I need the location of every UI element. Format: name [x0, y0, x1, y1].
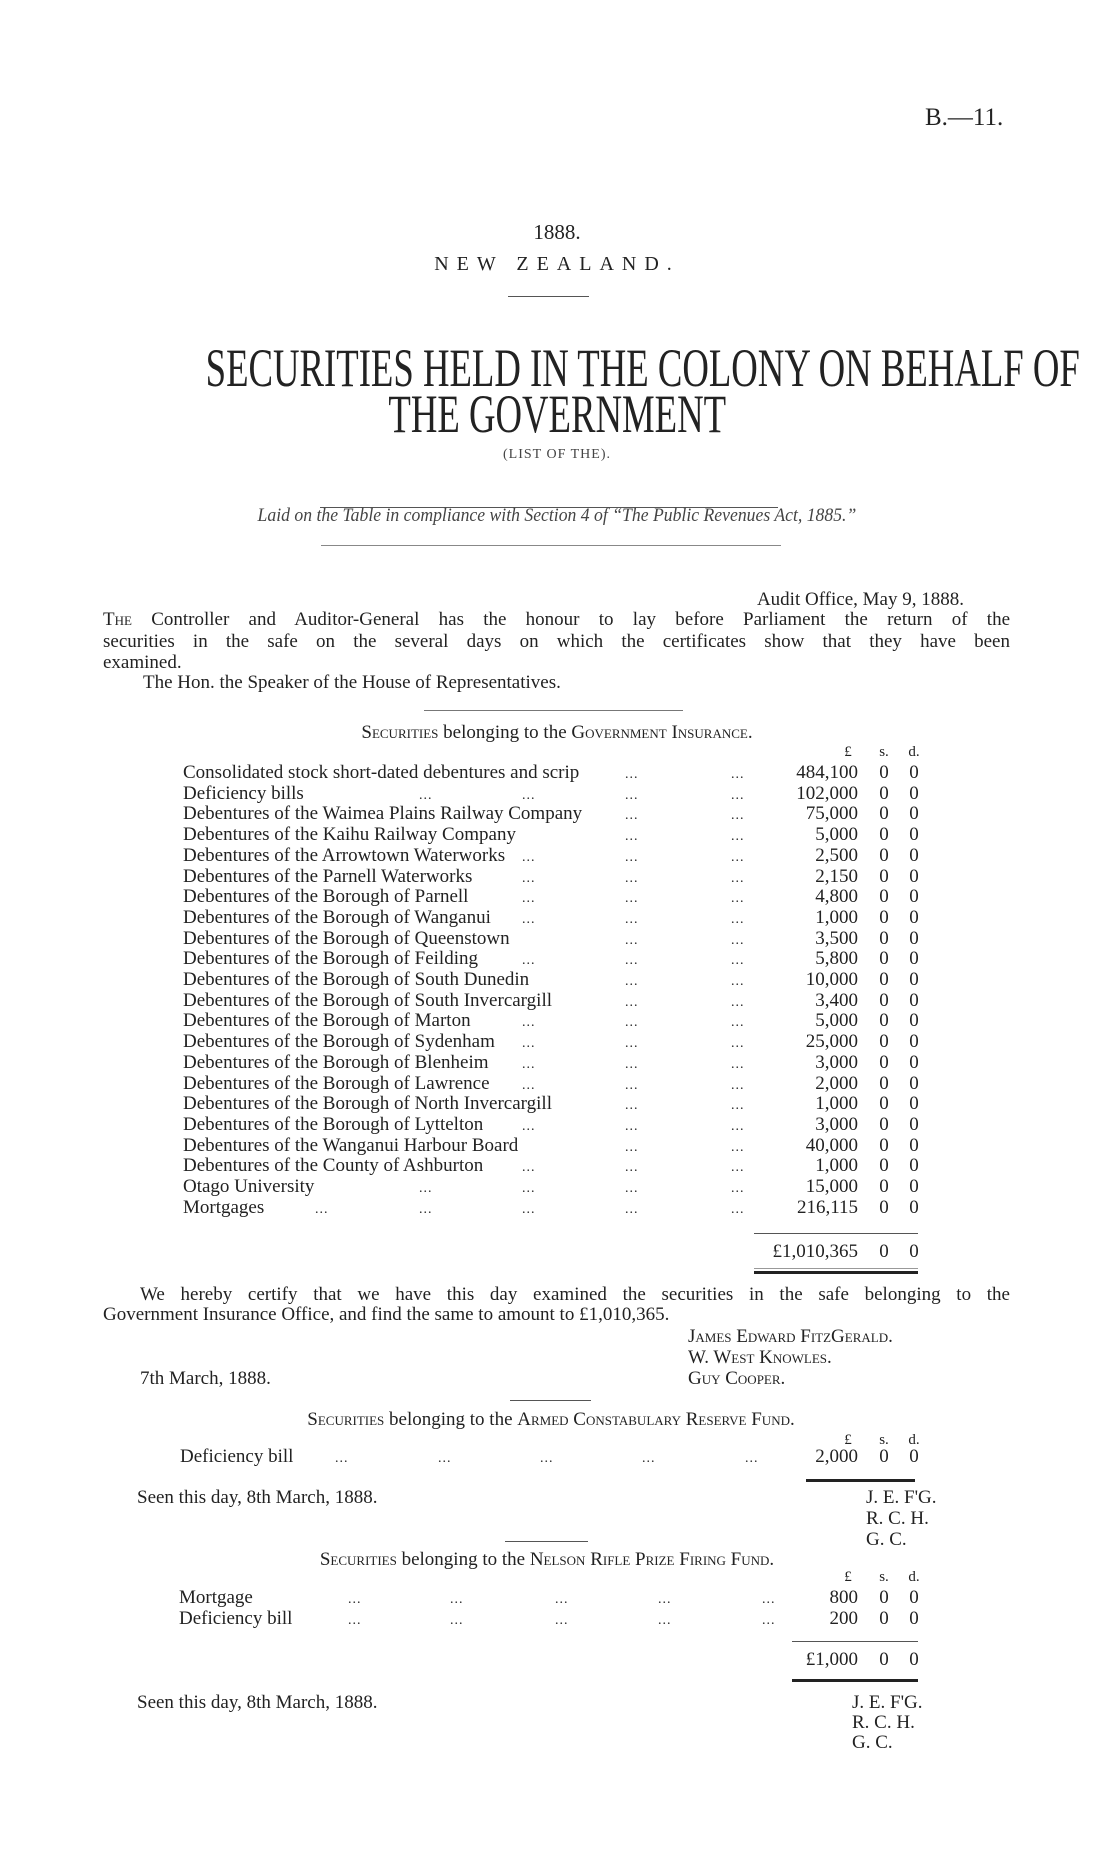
leader-dots: ... [522, 911, 536, 927]
row-label: Debentures of the Borough of Blenheim [183, 1051, 489, 1073]
row-shillings: 0 [879, 1051, 889, 1073]
certification-date: 7th March, 1888. [140, 1368, 271, 1389]
row-label: Debentures of the Borough of South Dunedin [183, 969, 530, 990]
leader-dots: ... [731, 1181, 745, 1196]
row-pounds: 4,800 [815, 886, 858, 908]
row-shillings: 0 [879, 1031, 889, 1053]
leader-dots: ... [731, 1118, 745, 1134]
leader-dots: ... [731, 1201, 745, 1217]
row-label: Debentures of the Borough of Wanganui [183, 906, 491, 928]
pounds-column-header: £ [844, 1569, 852, 1585]
total-pence: 0 [909, 1649, 919, 1670]
double-rule [754, 1268, 918, 1269]
row-label: Debentures of the Wanganui Harbour Board [183, 1134, 519, 1156]
row-label: Debentures of the Borough of Marton [183, 1010, 471, 1032]
row-shillings: 0 [879, 1608, 889, 1629]
leader-dots: ... [625, 787, 639, 803]
total-rule [792, 1641, 918, 1642]
subtitle: (LIST OF THE). [503, 447, 611, 462]
signatory: Guy Cooper. [688, 1368, 786, 1389]
leader-dots: ... [625, 829, 639, 845]
row-shillings: 0 [879, 1134, 889, 1156]
row-shillings: 0 [879, 782, 889, 804]
table-row [0, 1135, 1114, 1157]
leader-dots: ... [625, 911, 639, 927]
leader-dots: ... [522, 1160, 536, 1176]
row-pounds: 40,000 [805, 1134, 858, 1156]
table-row [0, 1114, 1114, 1136]
leader-dots: ... [522, 1118, 536, 1134]
double-rule [792, 1679, 918, 1682]
leader-dots: ... [625, 1098, 639, 1114]
row-shillings: 0 [879, 886, 889, 908]
shillings-column-header: s. [879, 1569, 889, 1585]
initials: R. C. H. [866, 1508, 929, 1529]
row-pounds: 800 [829, 1587, 858, 1608]
seen-note: Seen this day, 8th March, 1888. [137, 1487, 378, 1508]
row-pounds: 2,150 [815, 865, 858, 887]
country: NEW ZEALAND. [434, 253, 680, 275]
row-pounds: 5,000 [815, 1010, 858, 1032]
leader-dots: ... [419, 1201, 433, 1217]
total-pounds: £1,010,365 [772, 1241, 858, 1262]
row-shillings: 0 [879, 927, 889, 949]
row-pounds: 15,000 [805, 1176, 858, 1197]
table-row [0, 1176, 1114, 1198]
row-pounds: 2,000 [815, 1446, 858, 1467]
row-label: Debentures of the Kaihu Railway Company [183, 824, 516, 846]
row-pounds: 75,000 [805, 803, 858, 825]
leader-dots: ... [625, 1036, 639, 1052]
heading-part: Nelson Rifle Prize Firing Fund. [529, 1549, 775, 1570]
leader-dots: ... [522, 870, 536, 886]
leader-dots: ... [522, 1077, 536, 1093]
leader-dots: ... [625, 1056, 639, 1072]
table-row [0, 1155, 1114, 1177]
leader-dots: ... [762, 1592, 776, 1607]
leader-dots: ... [625, 953, 639, 969]
heading-part: belonging to the [396, 1549, 530, 1570]
table-row [0, 1197, 1114, 1219]
leader-dots: ... [731, 1056, 745, 1072]
row-shillings: 0 [879, 824, 889, 846]
row-shillings: 0 [879, 948, 889, 970]
leader-dots: ... [731, 787, 745, 803]
row-pence: 0 [909, 762, 919, 783]
initials: J. E. F'G. [852, 1692, 923, 1713]
leader-dots: ... [540, 1451, 554, 1466]
row-label: Debentures of the Borough of Queenstown [183, 927, 510, 949]
row-pounds: 5,800 [815, 948, 858, 970]
leader-dots: ... [731, 1139, 745, 1155]
leader-dots: ... [555, 1613, 569, 1628]
leader-dots: ... [731, 932, 745, 948]
pence-column-header: d. [908, 1569, 920, 1585]
table-row [0, 762, 1114, 784]
divider [505, 1541, 588, 1542]
total-pence: 0 [909, 1241, 919, 1262]
document-reference: B.—11. [925, 104, 1004, 131]
laid-text: Laid on the Table in compliance with Section 4 of “The Public Revenues Act, 1885.” [257, 505, 857, 526]
row-label: Debentures of the Arrowtown Waterworks [183, 844, 506, 866]
table-row [0, 1608, 1114, 1630]
row-label: Debentures of the Borough of Lyttelton [183, 1113, 484, 1135]
row-pence: 0 [909, 1608, 919, 1629]
text: Controller and Auditor-General has the honour to lay before Parliament the return of the [151, 609, 1011, 630]
row-shillings: 0 [879, 844, 889, 866]
row-label: Otago University [183, 1176, 315, 1197]
leader-dots: ... [731, 953, 745, 969]
row-shillings: 0 [879, 1113, 889, 1135]
row-pounds: 3,000 [815, 1051, 858, 1073]
row-shillings: 0 [879, 803, 889, 825]
leader-dots: ... [522, 953, 536, 969]
row-pounds: 3,500 [815, 927, 858, 949]
table-row [0, 969, 1114, 991]
row-pence: 0 [909, 1113, 919, 1135]
leader-dots: ... [625, 994, 639, 1010]
leader-dots: ... [731, 767, 745, 782]
leader-dots: ... [419, 787, 433, 803]
heading-part: Government Insurance. [571, 722, 753, 743]
pounds-column-header: £ [844, 744, 852, 761]
leader-dots: ... [625, 1015, 639, 1031]
row-pence: 0 [909, 1072, 919, 1094]
leader-dots: ... [625, 1077, 639, 1093]
paragraph-line: securities in the safe on the several days on which the certificates show that they have been [103, 631, 1010, 652]
row-pence: 0 [909, 1134, 919, 1156]
heading-part: belonging to the [384, 1409, 518, 1430]
row-pounds: 216,115 [796, 1196, 858, 1218]
total-shillings: 0 [879, 1649, 889, 1670]
leader-dots: ... [731, 1036, 745, 1052]
row-label: Consolidated stock short-dated debentures and scrip [183, 762, 580, 783]
row-pence: 0 [909, 1051, 919, 1073]
heading-part: Securities [361, 722, 439, 743]
row-pounds: 1,000 [815, 906, 858, 928]
row-pence: 0 [909, 1093, 919, 1115]
row-pounds: 5,000 [815, 824, 858, 846]
title-text: SECURITIES HELD IN THE COLONY ON BEHALF OF [205, 338, 1080, 398]
row-pence: 0 [909, 865, 919, 887]
paragraph-line: examined. [103, 652, 182, 673]
row-label: Deficiency bills [183, 782, 304, 804]
certification-line: Government Insurance Office, and find the same to amount to £1,010,365. [103, 1304, 670, 1325]
row-label: Deficiency bill [180, 1446, 294, 1467]
leader-dots: ... [438, 1451, 452, 1466]
row-pence: 0 [909, 906, 919, 928]
table-row [0, 783, 1114, 805]
table-row [0, 1031, 1114, 1053]
row-shillings: 0 [879, 1176, 889, 1197]
leader-dots: ... [658, 1613, 672, 1628]
leader-dots: ... [625, 1201, 639, 1217]
addressee: The Hon. the Speaker of the House of Representatives. [143, 672, 561, 693]
row-pence: 0 [909, 989, 919, 1011]
section-heading-government-insurance [0, 722, 1114, 744]
row-label: Debentures of the Parnell Waterworks [183, 865, 473, 887]
row-shillings: 0 [879, 1155, 889, 1177]
seen-note: Seen this day, 8th March, 1888. [137, 1692, 378, 1713]
table-row [0, 907, 1114, 929]
pence-column-header: d. [908, 744, 920, 761]
row-shillings: 0 [879, 1587, 889, 1608]
row-pounds: 2,500 [815, 844, 858, 866]
leader-dots: ... [731, 870, 745, 886]
row-label: Debentures of the Borough of North Invercargill [183, 1093, 552, 1115]
heading-part: belonging to the [438, 722, 572, 743]
row-pence: 0 [909, 927, 919, 949]
leader-dots: ... [731, 891, 745, 907]
year: 1888. [533, 220, 581, 244]
leader-dots: ... [450, 1592, 464, 1607]
leader-dots: ... [522, 787, 536, 803]
row-pence: 0 [909, 1155, 919, 1177]
table-row [0, 1073, 1114, 1095]
section-heading-nelson-rifle [0, 1549, 1104, 1571]
row-pence: 0 [909, 969, 919, 990]
double-rule [754, 1271, 918, 1274]
laid-on-table-note [0, 505, 1114, 527]
leader-dots: ... [731, 994, 745, 1010]
leader-dots: ... [522, 849, 536, 865]
leader-dots: ... [731, 1160, 745, 1176]
leader-dots: ... [625, 974, 639, 989]
row-shillings: 0 [879, 906, 889, 928]
table-row [0, 1446, 1114, 1468]
leader-dots: ... [348, 1613, 362, 1628]
row-label: Debentures of the Borough of South Invercargill [183, 989, 553, 1011]
leader-dots: ... [731, 1015, 745, 1031]
row-pence: 0 [909, 886, 919, 908]
table-row [0, 928, 1114, 950]
leader-dots: ... [731, 849, 745, 865]
total-rule [754, 1233, 918, 1234]
leader-dots: ... [731, 974, 745, 989]
section-heading-armed-constabulary [0, 1409, 1108, 1431]
row-pounds: 2,000 [815, 1072, 858, 1094]
signatory: W. West Knowles. [688, 1347, 832, 1368]
row-shillings: 0 [879, 865, 889, 887]
row-pence: 0 [909, 844, 919, 866]
row-pounds: 1,000 [815, 1093, 858, 1115]
row-shillings: 0 [879, 1446, 889, 1467]
table-row [0, 803, 1114, 825]
leader-dots: ... [625, 891, 639, 907]
table-row [0, 824, 1114, 846]
row-label: Deficiency bill [179, 1608, 293, 1629]
table-row [0, 1093, 1114, 1115]
row-pounds: 10,000 [805, 969, 858, 990]
table-row [0, 886, 1114, 908]
leader-dots: ... [625, 1181, 639, 1196]
heading-part: Securities [319, 1549, 397, 1570]
title-line-2 [0, 386, 1114, 442]
row-label: Debentures of the Borough of Parnell [183, 886, 469, 908]
row-label: Debentures of the Borough of Lawrence [183, 1072, 490, 1094]
row-pence: 0 [909, 1010, 919, 1032]
initials: G. C. [852, 1732, 893, 1753]
leader-dots: ... [625, 932, 639, 948]
leader-dots: ... [731, 1077, 745, 1093]
row-pounds: 25,000 [805, 1031, 858, 1053]
leader-dots: ... [745, 1451, 759, 1466]
row-shillings: 0 [879, 989, 889, 1011]
leader-dots: ... [731, 911, 745, 927]
leader-dots: ... [625, 1118, 639, 1134]
certification-line: We hereby certify that we have this day examined the securities in the safe belonging to the [140, 1284, 1010, 1305]
table-row [0, 1587, 1114, 1609]
divider [424, 710, 683, 711]
row-shillings: 0 [879, 762, 889, 783]
leader-dots: ... [450, 1613, 464, 1628]
row-label: Mortgages [183, 1196, 265, 1218]
table-row [0, 990, 1114, 1012]
leader-dots: ... [522, 1201, 536, 1217]
leader-dots: ... [625, 1160, 639, 1176]
leader-dots: ... [522, 1056, 536, 1072]
signatory: James Edward FitzGerald. [688, 1326, 893, 1347]
leader-dots: ... [625, 870, 639, 886]
row-pence: 0 [909, 1446, 919, 1467]
row-pounds: 1,000 [815, 1155, 858, 1177]
row-shillings: 0 [879, 1093, 889, 1115]
leader-dots: ... [335, 1451, 349, 1466]
row-shillings: 0 [879, 1072, 889, 1094]
shillings-column-header: s. [879, 744, 889, 761]
leader-dots: ... [625, 849, 639, 865]
row-shillings: 0 [879, 1196, 889, 1218]
pounds-column-header: £ [844, 1432, 852, 1448]
row-pence: 0 [909, 1196, 919, 1218]
row-label: Mortgage [179, 1587, 253, 1608]
row-pence: 0 [909, 803, 919, 825]
row-pounds: 102,000 [796, 782, 858, 804]
place-date: Audit Office, May 9, 1888. [756, 589, 964, 610]
leader-dots: ... [625, 1139, 639, 1155]
row-pounds: 3,000 [815, 1113, 858, 1135]
initials: R. C. H. [852, 1712, 915, 1733]
heading-part: Securities [307, 1409, 385, 1430]
row-pence: 0 [909, 782, 919, 804]
row-pounds: 200 [829, 1608, 858, 1629]
leader-dots: ... [658, 1592, 672, 1607]
leader-dots: ... [762, 1613, 776, 1628]
row-label: Debentures of the Borough of Feilding [183, 948, 478, 970]
initials: J. E. F'G. [866, 1487, 937, 1508]
leader-dots: ... [555, 1592, 569, 1607]
total-pounds: £1,000 [805, 1649, 858, 1670]
leader-dots: ... [522, 1036, 536, 1052]
pence-column-header: d. [908, 1432, 920, 1448]
leader-dots: ... [642, 1451, 656, 1466]
row-pounds: 3,400 [815, 989, 858, 1011]
row-pence: 0 [909, 948, 919, 970]
leader-dots: ... [522, 1181, 536, 1196]
total-shillings: 0 [879, 1241, 889, 1262]
table-row [0, 866, 1114, 888]
leader-dots: ... [522, 1015, 536, 1031]
table-row [0, 845, 1114, 867]
divider [510, 1400, 591, 1401]
divider [508, 296, 589, 297]
leader-dots: ... [731, 808, 745, 824]
small-caps-lead: The [103, 609, 132, 630]
leader-dots: ... [625, 767, 639, 782]
heading-part: Armed Constabulary Reserve Fund. [517, 1409, 795, 1430]
row-pence: 0 [909, 824, 919, 846]
shillings-column-header: s. [879, 1432, 889, 1448]
initials: G. C. [866, 1529, 907, 1550]
total-rule [806, 1479, 915, 1482]
leader-dots: ... [625, 808, 639, 824]
title-text: THE GOVERNMENT [388, 384, 726, 444]
row-pence: 0 [909, 1176, 919, 1197]
leader-dots: ... [522, 891, 536, 907]
table-row [0, 1010, 1114, 1032]
leader-dots: ... [731, 1098, 745, 1114]
row-label: Debentures of the Borough of Sydenham [183, 1031, 495, 1053]
row-shillings: 0 [879, 1010, 889, 1032]
divider [321, 545, 781, 546]
row-label: Debentures of the County of Ashburton [183, 1155, 484, 1177]
leader-dots: ... [731, 829, 745, 845]
row-pounds: 484,100 [796, 762, 858, 783]
table-row [0, 1052, 1114, 1074]
row-label: Debentures of the Waimea Plains Railway Company [183, 803, 583, 825]
paragraph-line [103, 609, 1010, 631]
row-pence: 0 [909, 1587, 919, 1608]
leader-dots: ... [348, 1592, 362, 1607]
row-pence: 0 [909, 1031, 919, 1053]
leader-dots: ... [419, 1181, 433, 1196]
row-shillings: 0 [879, 969, 889, 990]
leader-dots: ... [315, 1201, 329, 1217]
table-row [0, 948, 1114, 970]
